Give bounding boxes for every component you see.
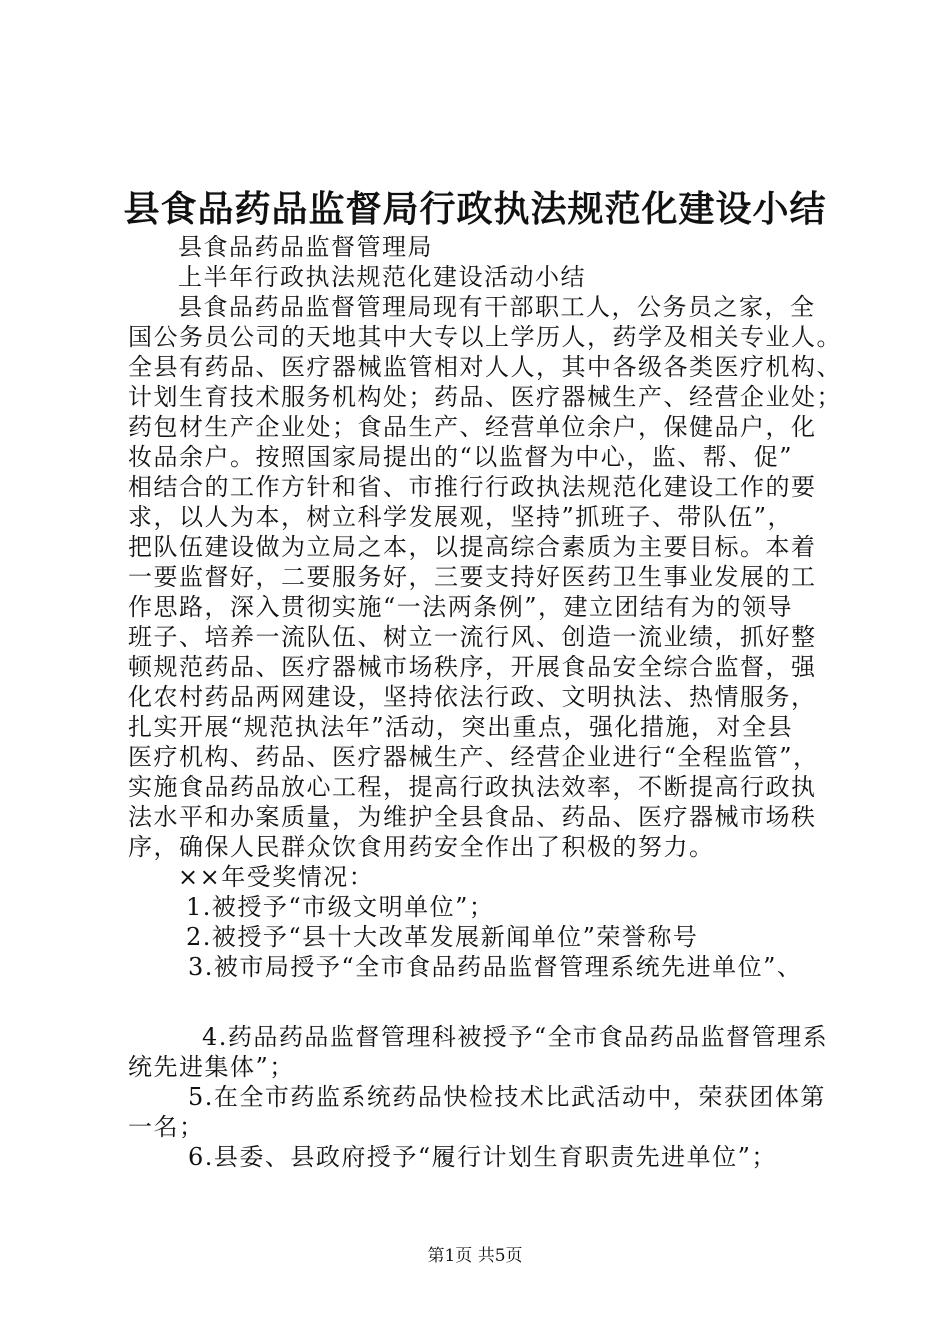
paragraph-line: 作思路，深入贯彻实施“一法两条例”，建立团结有为的领导 [128, 593, 794, 621]
award-item-5: 5.在全市药监系统药品快检技术比武活动中，荣获团体第 [188, 1083, 826, 1111]
subtitle-summary: 上半年行政执法规范化建设活动小结 [178, 263, 586, 291]
paragraph-line: 医疗机构、药品、医疗器械生产、经营企业进行“全程监管”， [128, 743, 819, 771]
paragraph-line: 实施食品药品放心工程，提高行政执法效率，不断提高行政执 [128, 773, 817, 801]
award-item-6: 6.县委、县政府授予“履行计划生育职责先进单位”； [188, 1143, 777, 1171]
paragraph-line: 妆品余户。按照国家局提出的“以监督为中心，监、帮、促” [128, 443, 794, 471]
paragraph-line: 把队伍建设做为立局之本，以提高综合素质为主要目标。本着 [128, 533, 817, 561]
award-item-1: 1.被授予“市级文明单位”； [186, 893, 495, 921]
paragraph-line: 县食品药品监督管理局现有干部职工人，公务员之家，全 [178, 293, 816, 321]
document-body [128, 232, 842, 1172]
award-item-2: 2.被授予“县十大改革发展新闻单位”荣誉称号 [186, 923, 699, 951]
document-title: 县食品药品监督局行政执法规范化建设小结 [123, 188, 827, 230]
paragraph-line: 药包材生产企业处；食品生产、经营单位余户，保健品户，化 [128, 413, 817, 441]
blank-gap [128, 982, 832, 1022]
paragraph-line: 化农村药品两网建设，坚持依法行政、文明执法、热情服务， [128, 683, 817, 711]
award-item-4: 4.药品药品监督管理科被授予“全市食品药品监督管理系 [202, 1023, 829, 1051]
paragraph-line: 法水平和办案质量，为维护全县食品、药品、医疗器械市场秩 [128, 803, 817, 831]
paragraph-line: 求，以人为本，树立科学发展观，坚持”抓班子、带队伍”， [128, 503, 794, 531]
award-item-3: 3.被市局授予“全市食品药品监督管理系统先进单位”、 [188, 953, 803, 981]
paragraph-line: 计划生育技术服务机构处；药品、医疗器械生产、经营企业处； [128, 383, 842, 411]
subtitle-agency: 县食品药品监督管理局 [178, 233, 433, 261]
paragraph-line: 班子、培养一流队伍、树立一流行风、创造一流业绩，抓好整 [128, 623, 817, 651]
paragraph-line: 相结合的工作方针和省、市推行行政执法规范化建设工作的要 [128, 473, 817, 501]
main-paragraph [128, 292, 842, 862]
page-footer: 第1页 共5页 [427, 1246, 523, 1266]
paragraph-line: 扎实开展“规范执法年”活动，突出重点，强化措施，对全县 [128, 713, 794, 741]
awards-heading: ××年受奖情况： [178, 863, 375, 891]
paragraph-line: 顿规范药品、医疗器械市场秩序，开展食品安全综合监督，强 [128, 653, 817, 681]
award-item-5-continued: 一名； [128, 1113, 205, 1141]
paragraph-line: 一要监督好，二要服务好，三要支持好医药卫生事业发展的工 [128, 563, 817, 591]
paragraph-line: 序，确保人民群众饮食用药安全作出了积极的努力。 [128, 833, 715, 861]
award-item-4-continued: 统先进集体”； [128, 1053, 295, 1081]
paragraph-line: 国公务员公司的天地其中大专以上学历人，药学及相关专业人。 [128, 323, 842, 351]
paragraph-line: 全县有药品、医疗器械监管相对人人，其中各级各类医疗机构、 [128, 353, 842, 381]
